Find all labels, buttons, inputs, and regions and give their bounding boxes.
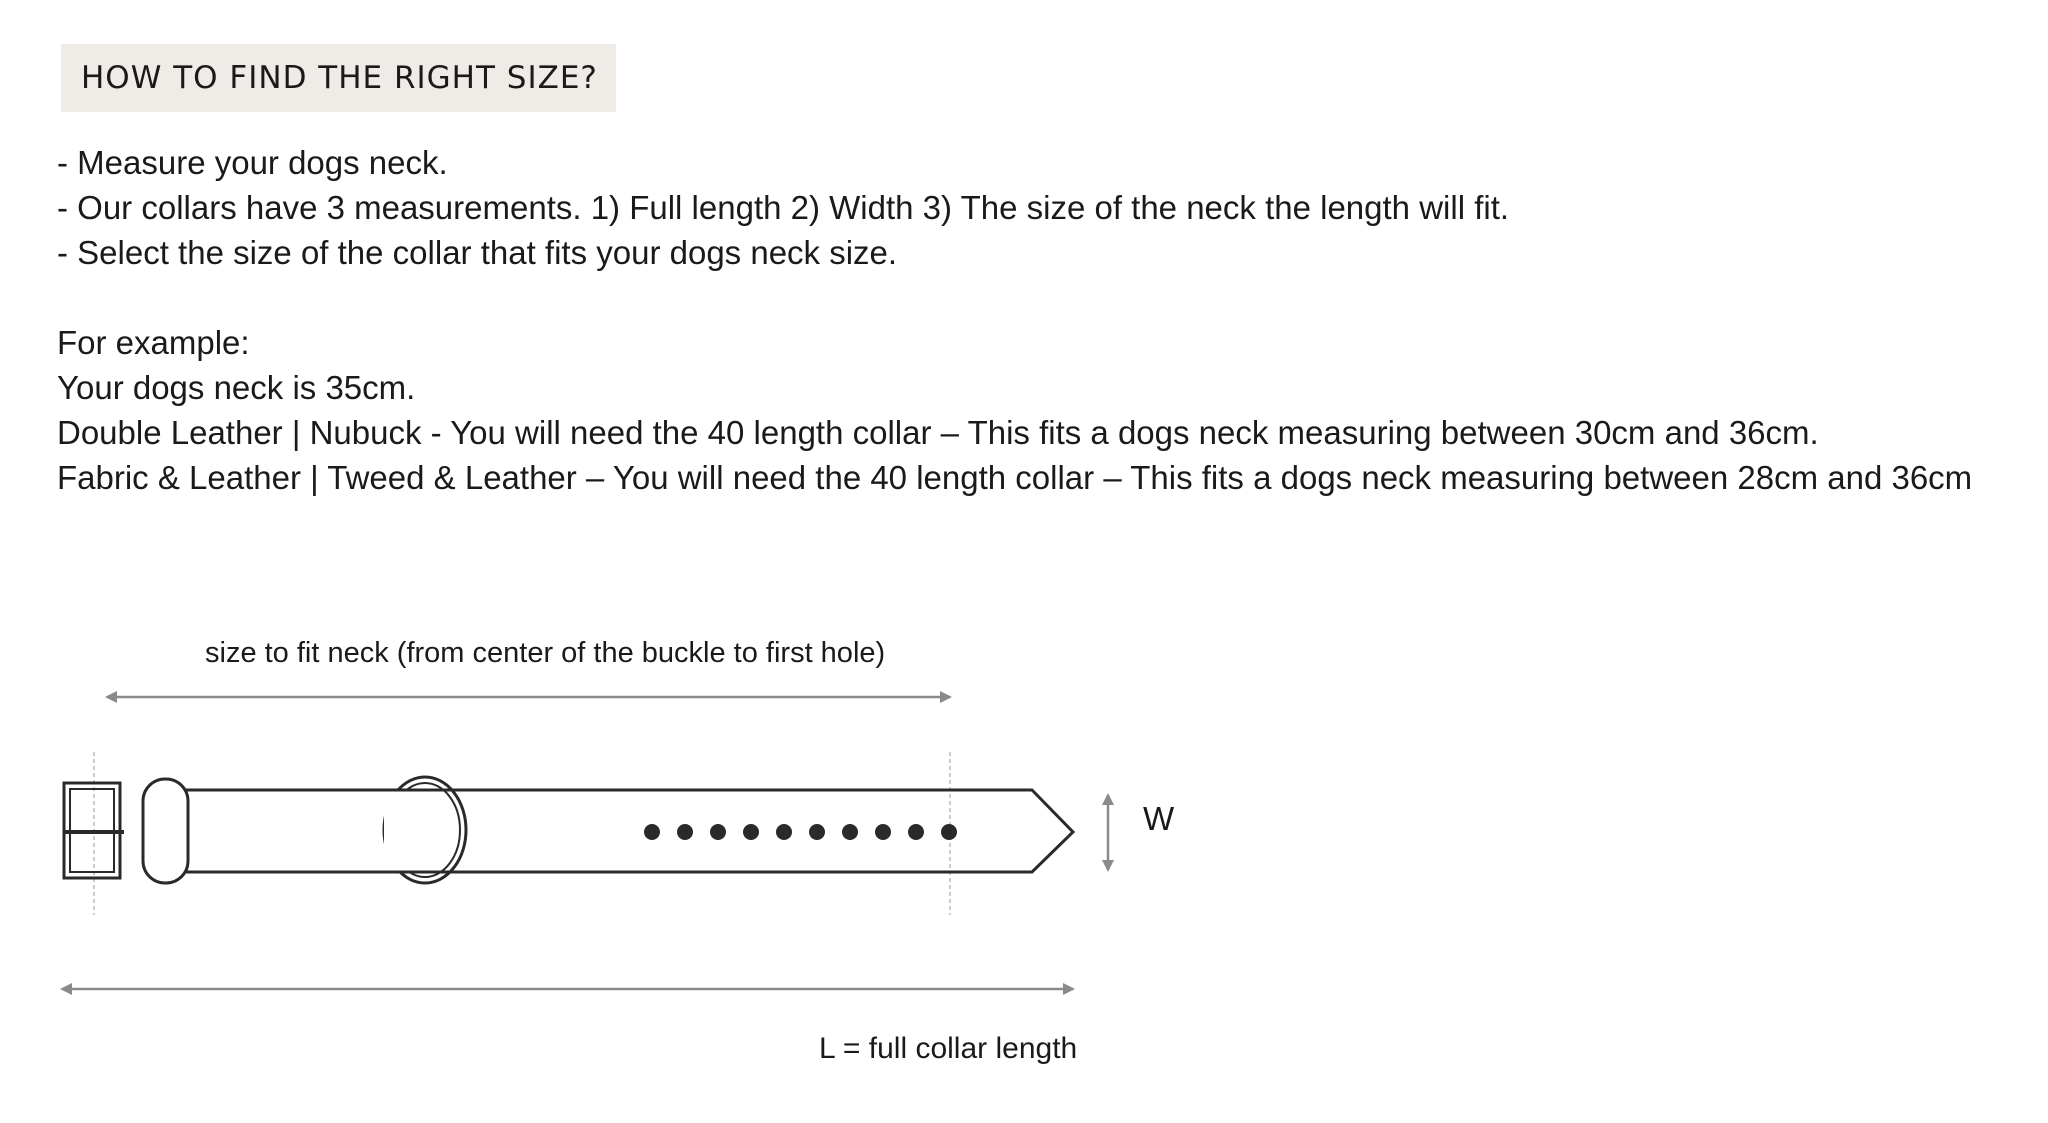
collar-hole xyxy=(776,824,792,840)
collar-hole xyxy=(710,824,726,840)
width-label: W xyxy=(1143,800,1175,837)
collar-hole xyxy=(809,824,825,840)
collar-hole xyxy=(644,824,660,840)
collar-hole xyxy=(875,824,891,840)
example-line: Double Leather | Nubuck - You will need the 40 length collar – This fits a dogs neck measuring between 30cm and 36cm. xyxy=(57,414,1819,451)
example-line: Your dogs neck is 35cm. xyxy=(57,369,416,406)
collar-holes xyxy=(644,824,957,840)
instruction-item: - Our collars have 3 measurements. 1) Full length 2) Width 3) The size of the neck the length will fit. xyxy=(57,189,1510,226)
collar-keeper xyxy=(143,779,188,883)
page-title: HOW TO FIND THE RIGHT SIZE? xyxy=(81,60,598,96)
collar-hole xyxy=(941,824,957,840)
example-label: For example: xyxy=(57,324,250,361)
collar-hole xyxy=(842,824,858,840)
full-length-label: L = full collar length xyxy=(819,1032,1078,1065)
collar-hole xyxy=(677,824,693,840)
neck-size-label: size to fit neck (from center of the buckle to first hole) xyxy=(205,637,886,669)
collar-strap xyxy=(185,790,1073,872)
example-line: Fabric & Leather | Tweed & Leather – You will need the 40 length collar – This fits a dogs neck measuring between 28cm and 36cm xyxy=(57,459,1973,496)
collar-hole xyxy=(908,824,924,840)
instruction-item: - Select the size of the collar that fits your dogs neck size. xyxy=(57,234,898,271)
instruction-item: - Measure your dogs neck. xyxy=(57,144,448,181)
collar-hole xyxy=(743,824,759,840)
collar-strap-over-ring xyxy=(384,792,412,871)
